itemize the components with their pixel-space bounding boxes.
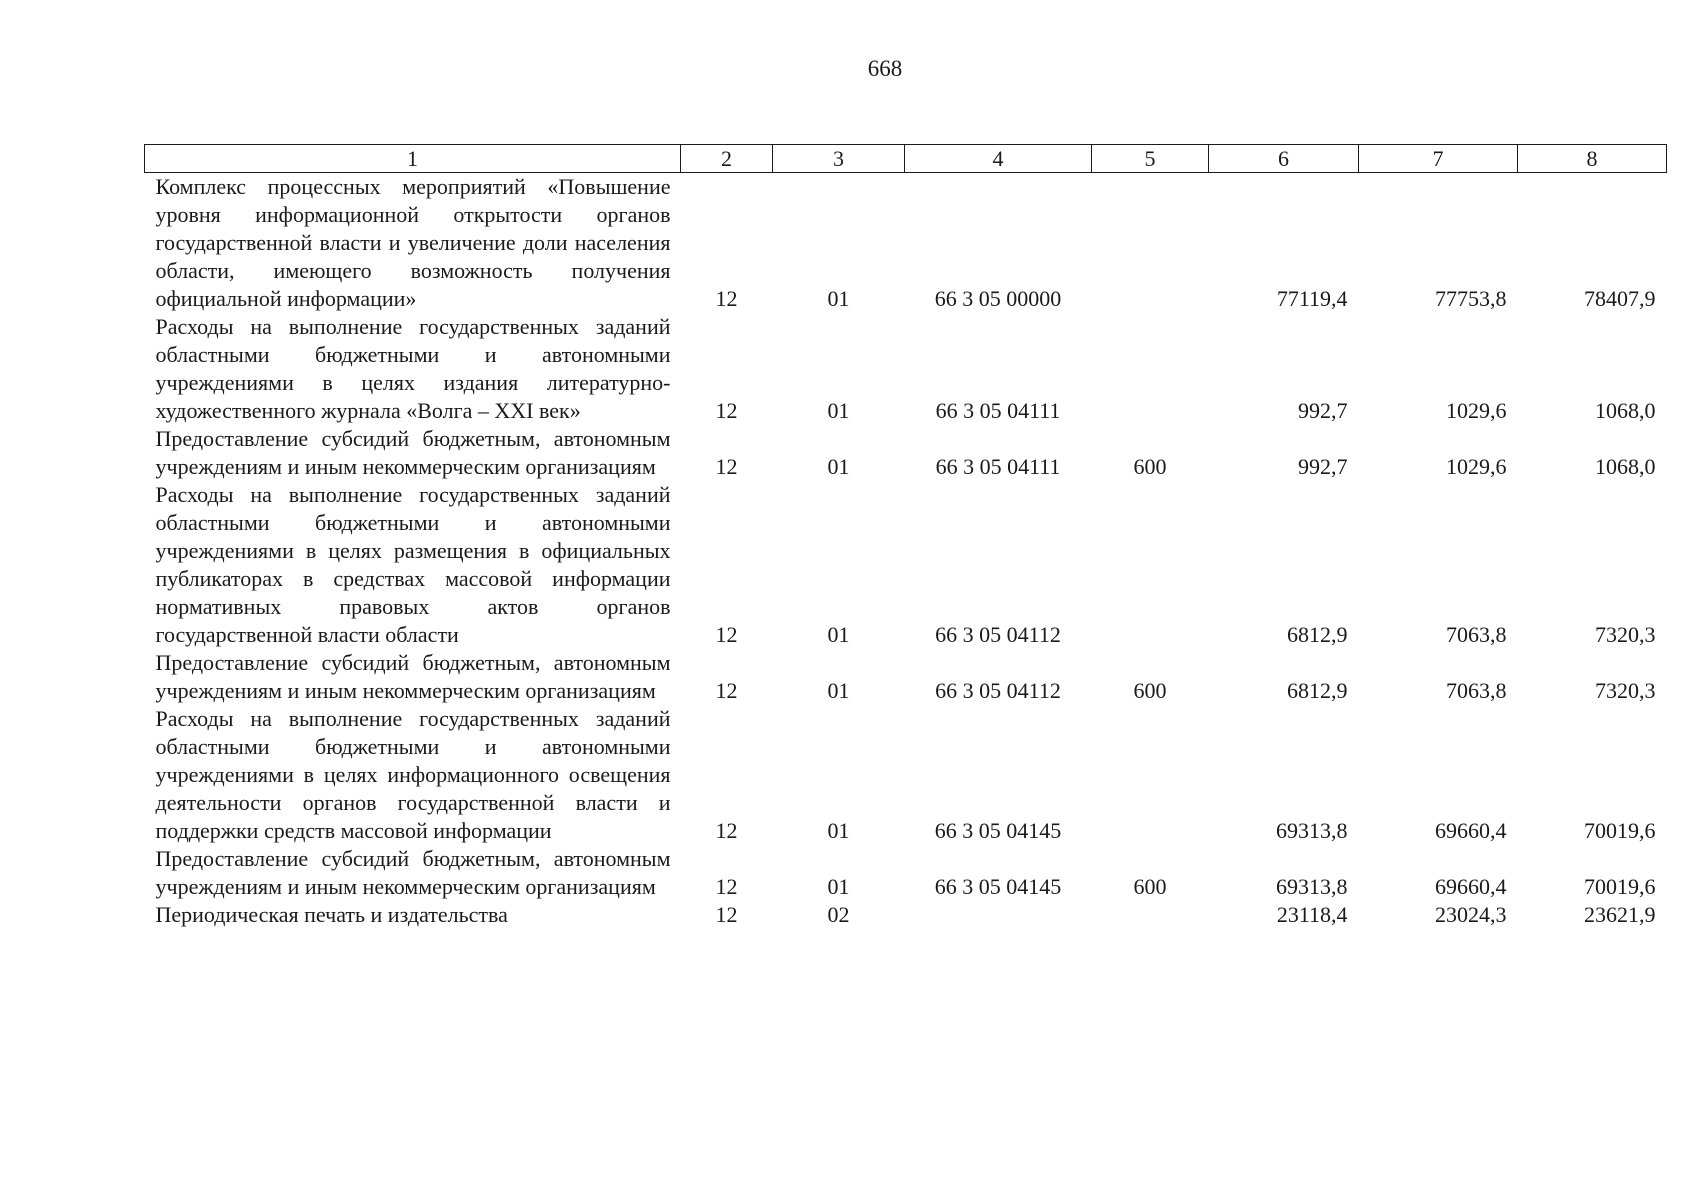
header-col-2: 2 xyxy=(681,145,773,173)
header-col-1: 1 xyxy=(145,145,681,173)
row-value-6: 69313,8 xyxy=(1276,818,1348,843)
row-expense-type: 600 xyxy=(1133,678,1167,703)
table-row xyxy=(145,649,1667,705)
row-subsection: 01 xyxy=(827,874,850,899)
header-col-3: 3 xyxy=(773,145,905,173)
row-name: Расходы на выполнение государственных заданий областными бюджетными и автономными учреждениями в целях размещения в официальных публикаторах в средствах массовой информации нормативных правовых актов органов государственной власти области xyxy=(155,482,671,647)
row-section: 12 xyxy=(715,398,738,423)
row-expense-type: 600 xyxy=(1133,454,1167,479)
row-value-7: 23024,3 xyxy=(1435,902,1507,927)
row-section: 12 xyxy=(715,902,738,927)
header-col-8: 8 xyxy=(1518,145,1667,173)
header-row xyxy=(145,145,1667,173)
row-expense-type xyxy=(1092,173,1209,314)
row-value-8: 1068,0 xyxy=(1595,398,1656,423)
row-value-7: 1029,6 xyxy=(1446,398,1507,423)
row-value-6: 992,7 xyxy=(1298,454,1348,479)
page-number: 668 xyxy=(867,56,903,81)
row-name: Периодическая печать и издательства xyxy=(155,902,508,927)
row-expense-type: 600 xyxy=(1133,874,1167,899)
row-target-code: 66 3 05 04145 xyxy=(934,874,1062,899)
row-value-8: 70019,6 xyxy=(1584,818,1656,843)
row-target-code: 66 3 05 04111 xyxy=(935,454,1061,479)
row-expense-type xyxy=(1092,901,1209,929)
row-subsection: 02 xyxy=(827,902,850,927)
row-value-6: 69313,8 xyxy=(1276,874,1348,899)
row-value-7: 7063,8 xyxy=(1446,622,1507,647)
row-expense-type xyxy=(1092,313,1209,425)
row-value-8: 70019,6 xyxy=(1584,874,1656,899)
row-section: 12 xyxy=(715,678,738,703)
row-value-8: 23621,9 xyxy=(1584,902,1656,927)
row-value-7: 7063,8 xyxy=(1446,678,1507,703)
row-value-8: 7320,3 xyxy=(1595,622,1656,647)
row-target-code: 66 3 05 04111 xyxy=(935,398,1061,423)
row-section: 12 xyxy=(715,622,738,647)
row-name: Расходы на выполнение государственных заданий областными бюджетными и автономными учреждениями в целях издания литературно-художественного журнала «Волга – XXI век» xyxy=(155,314,671,423)
row-subsection: 01 xyxy=(827,398,850,423)
row-value-6: 6812,9 xyxy=(1287,622,1348,647)
row-section: 12 xyxy=(715,454,738,479)
row-expense-type xyxy=(1092,481,1209,649)
table-row xyxy=(145,425,1667,481)
table-row xyxy=(145,173,1667,314)
row-expense-type xyxy=(1092,705,1209,845)
row-target-code xyxy=(905,901,1092,929)
row-name: Предоставление субсидий бюджетным, автономным учреждениям и иным некоммерческим организациям xyxy=(155,650,671,703)
row-subsection: 01 xyxy=(827,622,850,647)
row-value-7: 77753,8 xyxy=(1435,286,1507,311)
table-row xyxy=(145,481,1667,649)
table-row xyxy=(145,901,1667,929)
row-target-code: 66 3 05 00000 xyxy=(934,286,1062,311)
row-value-6: 77119,4 xyxy=(1276,286,1348,311)
row-section: 12 xyxy=(715,874,738,899)
row-section: 12 xyxy=(715,818,738,843)
row-value-7: 69660,4 xyxy=(1435,874,1507,899)
row-subsection: 01 xyxy=(827,818,850,843)
row-name: Предоставление субсидий бюджетным, автономным учреждениям и иным некоммерческим организациям xyxy=(155,426,671,479)
row-target-code: 66 3 05 04145 xyxy=(934,818,1062,843)
row-value-6: 992,7 xyxy=(1298,398,1348,423)
row-section: 12 xyxy=(715,286,738,311)
row-value-6: 6812,9 xyxy=(1287,678,1348,703)
row-value-8: 78407,9 xyxy=(1584,286,1656,311)
row-name: Расходы на выполнение государственных заданий областными бюджетными и автономными учреждениями в целях информационного освещения деятельности органов государственной власти и поддержки средств массовой информации xyxy=(155,706,671,843)
table-row xyxy=(145,313,1667,425)
table-body xyxy=(145,173,1667,930)
row-name: Комплекс процессных мероприятий «Повышение уровня информационной открытости органов государственной власти и увеличение доли населения области, имеющего возможность получения официальной информации» xyxy=(155,174,671,311)
row-subsection: 01 xyxy=(827,454,850,479)
row-name: Предоставление субсидий бюджетным, автономным учреждениям и иным некоммерческим организациям xyxy=(155,846,671,899)
row-target-code: 66 3 05 04112 xyxy=(935,678,1061,703)
table-row xyxy=(145,705,1667,845)
row-value-7: 69660,4 xyxy=(1435,818,1507,843)
header-col-7: 7 xyxy=(1359,145,1518,173)
row-value-6: 23118,4 xyxy=(1276,902,1348,927)
header-col-5: 5 xyxy=(1092,145,1209,173)
row-target-code: 66 3 05 04112 xyxy=(935,622,1061,647)
header-col-4: 4 xyxy=(905,145,1092,173)
table-row xyxy=(145,845,1667,901)
row-value-8: 7320,3 xyxy=(1595,678,1656,703)
row-value-8: 1068,0 xyxy=(1595,454,1656,479)
row-value-7: 1029,6 xyxy=(1446,454,1507,479)
budget-table xyxy=(144,144,1667,929)
header-col-6: 6 xyxy=(1209,145,1359,173)
row-subsection: 01 xyxy=(827,286,850,311)
table-header xyxy=(145,145,1667,173)
row-subsection: 01 xyxy=(827,678,850,703)
